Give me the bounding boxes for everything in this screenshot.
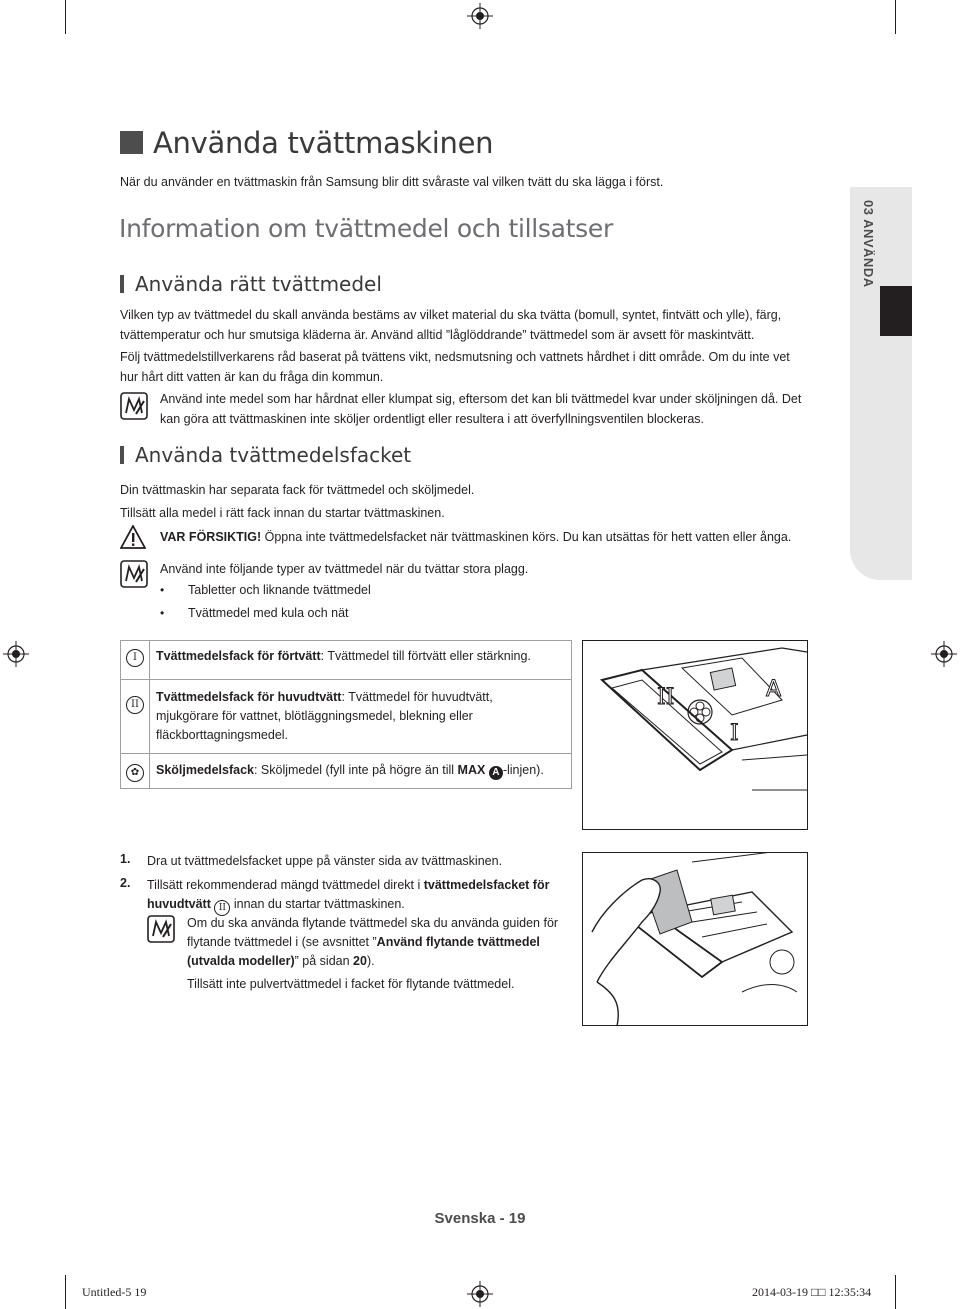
compartment-name: Sköljmedelsfack	[156, 763, 254, 777]
heading-bar	[120, 446, 124, 464]
section-heading: Information om tvättmedel och tillsatser	[119, 214, 613, 243]
note-line	[187, 952, 558, 971]
step-bold: huvudtvätt	[147, 897, 211, 911]
table-row	[121, 641, 572, 680]
intro-text: När du använder en tvättmaskin från Samsung blir ditt svåraste val vilken tvätt du ska lägga i först.	[120, 175, 664, 189]
step-number: 2.	[120, 876, 131, 890]
step-number: 1.	[120, 852, 131, 866]
compartment-text: fläckborttagningsmedel.	[156, 728, 289, 742]
compartment-text: -linjen).	[502, 763, 544, 777]
heading-bar	[120, 275, 124, 293]
warning-icon	[120, 525, 146, 549]
crop-mark	[65, 0, 66, 34]
paragraph-line: Din tvättmaskin har separata fack för tvättmedel och sköljmedel.	[120, 483, 475, 497]
step-text: Dra ut tvättmedelsfacket uppe på vänster sida av tvättmaskinen.	[147, 854, 503, 868]
list-item: • Tvättmedel med kula och nät	[160, 602, 371, 625]
compartment-text: : Tvättmedel för huvudtvätt,	[341, 690, 493, 704]
mainwash-symbol-icon: II	[126, 696, 144, 714]
compartment-desc	[150, 641, 572, 680]
paragraph-line: Vilken typ av tvättmedel du skall använda bestäms av vilket material du ska tvätta (bomull, syntet, fintvätt och ylle), färg,	[120, 308, 782, 322]
step-text-part: Tillsätt rekommenderad mängd tvättmedel direkt i	[147, 878, 424, 892]
page-title	[120, 126, 493, 160]
softener-flower-icon: ✿	[126, 764, 144, 782]
compartment-text: mjukgörare för vattnet, blötläggningsmedel, blekning eller	[156, 709, 473, 723]
compartment-table	[120, 640, 572, 789]
compartment-name: Tvättmedelsfack för huvudtvätt	[156, 690, 342, 704]
note-line: Tillsätt inte pulvertvättmedel i facket för flytande tvättmedel.	[187, 977, 515, 991]
title-square-icon	[120, 131, 143, 154]
registration-mark-icon	[467, 3, 493, 29]
note-text-part: flytande tvättmedel i (se avsnittet ”	[187, 935, 377, 949]
dispenser-drawer-illustration	[582, 640, 808, 830]
step-text-part: innan du startar tvättmaskinen.	[230, 897, 405, 911]
note-bold: (utvalda modeller)	[187, 954, 295, 968]
note-line: Använd inte medel som har hårdnat eller klumpat sig, eftersom det kan bli tvättmedel kvar under sköljningen då. Det	[160, 392, 802, 406]
note-bold: Använd flytande tvättmedel	[376, 935, 540, 949]
note-text	[160, 389, 801, 429]
paragraph-line: tvättemperatur och hur smutsiga kläderna är. Använd alltid ”låglöddrande” tvättmedel som är avsett för maskintvätt.	[120, 328, 755, 342]
print-slug-left: Untitled-5 19	[82, 1285, 147, 1299]
chapter-tab-marker	[880, 286, 912, 336]
page-reference: 20	[353, 954, 367, 968]
note-line	[187, 933, 558, 952]
step-note	[187, 914, 558, 994]
print-slug-right: 2014-03-19 □□ 12:35:34	[752, 1285, 872, 1299]
compartment-symbol-cell	[121, 641, 150, 680]
table-row	[121, 754, 572, 789]
chapter-tab-label: 03 ANVÄNDA	[861, 200, 876, 288]
max-label: MAX	[457, 763, 486, 777]
drawer-label-i: I	[730, 721, 739, 746]
max-line-badge: A	[489, 766, 503, 780]
compartment-desc	[150, 754, 572, 789]
paragraph	[120, 305, 781, 345]
compartment-symbol-cell	[121, 754, 150, 789]
note-text-part: ).	[366, 954, 375, 968]
drawer-label-a: A	[766, 677, 782, 702]
registration-mark-icon	[931, 641, 957, 667]
step-text	[147, 876, 549, 916]
subheading-text: Använda rätt tvättmedel	[135, 272, 382, 296]
note-icon	[120, 392, 148, 420]
paragraph	[120, 480, 474, 523]
crop-mark	[65, 1275, 66, 1309]
crop-mark	[895, 0, 896, 34]
compartment-text: : Tvättmedel till förtvätt eller stärkning.	[320, 649, 531, 663]
mainwash-symbol-icon: II	[214, 900, 230, 916]
note-text-part: ” på sidan	[294, 954, 354, 968]
caution-body: Öppna inte tvättmedelsfacket när tvättmaskinen körs. Du kan utsättas för hett vatten eller ånga.	[261, 530, 792, 544]
page-number: Svenska - 19	[434, 1210, 526, 1227]
compartment-text: : Sköljmedel (fyll inte på högre än till	[253, 763, 458, 777]
registration-mark-icon	[3, 641, 29, 667]
note-icon	[147, 915, 175, 943]
paragraph-line: hur hårt ditt vatten är kan du fråga din kommun.	[120, 370, 384, 384]
crop-mark	[895, 1275, 896, 1309]
table-row	[121, 680, 572, 754]
step-bold: tvättmedelsfacket för	[423, 878, 550, 892]
bullet-list	[160, 579, 371, 625]
paragraph-line: Följ tvättmedelstillverkarens råd baserat på tvättens vikt, nedsmutsning och vattnets hårdhet i ditt område. Om du inte vet	[120, 350, 790, 364]
subheading-dispenser	[120, 443, 411, 467]
paragraph-line: Tillsätt alla medel i rätt fack innan du startar tvättmaskinen.	[120, 506, 445, 520]
compartment-symbol-cell	[121, 680, 150, 754]
list-item: • Tabletter och liknande tvättmedel	[160, 579, 371, 602]
subheading-text: Använda tvättmedelsfacket	[135, 443, 412, 467]
caution-label: VAR FÖRSIKTIG!	[160, 530, 262, 544]
paragraph	[120, 347, 790, 387]
note-intro: Använd inte följande typer av tvättmedel när du tvättar stora plagg.	[160, 562, 529, 576]
note-line: kan göra att tvättmaskinen inte sköljer ordentligt eller resultera i att överfyllningsventilen blockeras.	[160, 412, 705, 426]
registration-mark-icon	[467, 1281, 493, 1307]
caution-text	[160, 527, 791, 547]
drawer-label-ii: II	[657, 685, 675, 710]
adding-detergent-illustration	[582, 852, 808, 1026]
compartment-desc	[150, 680, 572, 754]
compartment-name: Tvättmedelsfack för förtvätt	[156, 649, 321, 663]
note-icon	[120, 560, 148, 588]
page-title-text: Använda tvättmaskinen	[153, 126, 494, 160]
note-line: Om du ska använda flytande tvättmedel ska du använda guiden för	[187, 916, 559, 930]
prewash-symbol-icon: I	[126, 649, 144, 667]
subheading-correct-detergent	[120, 272, 382, 296]
